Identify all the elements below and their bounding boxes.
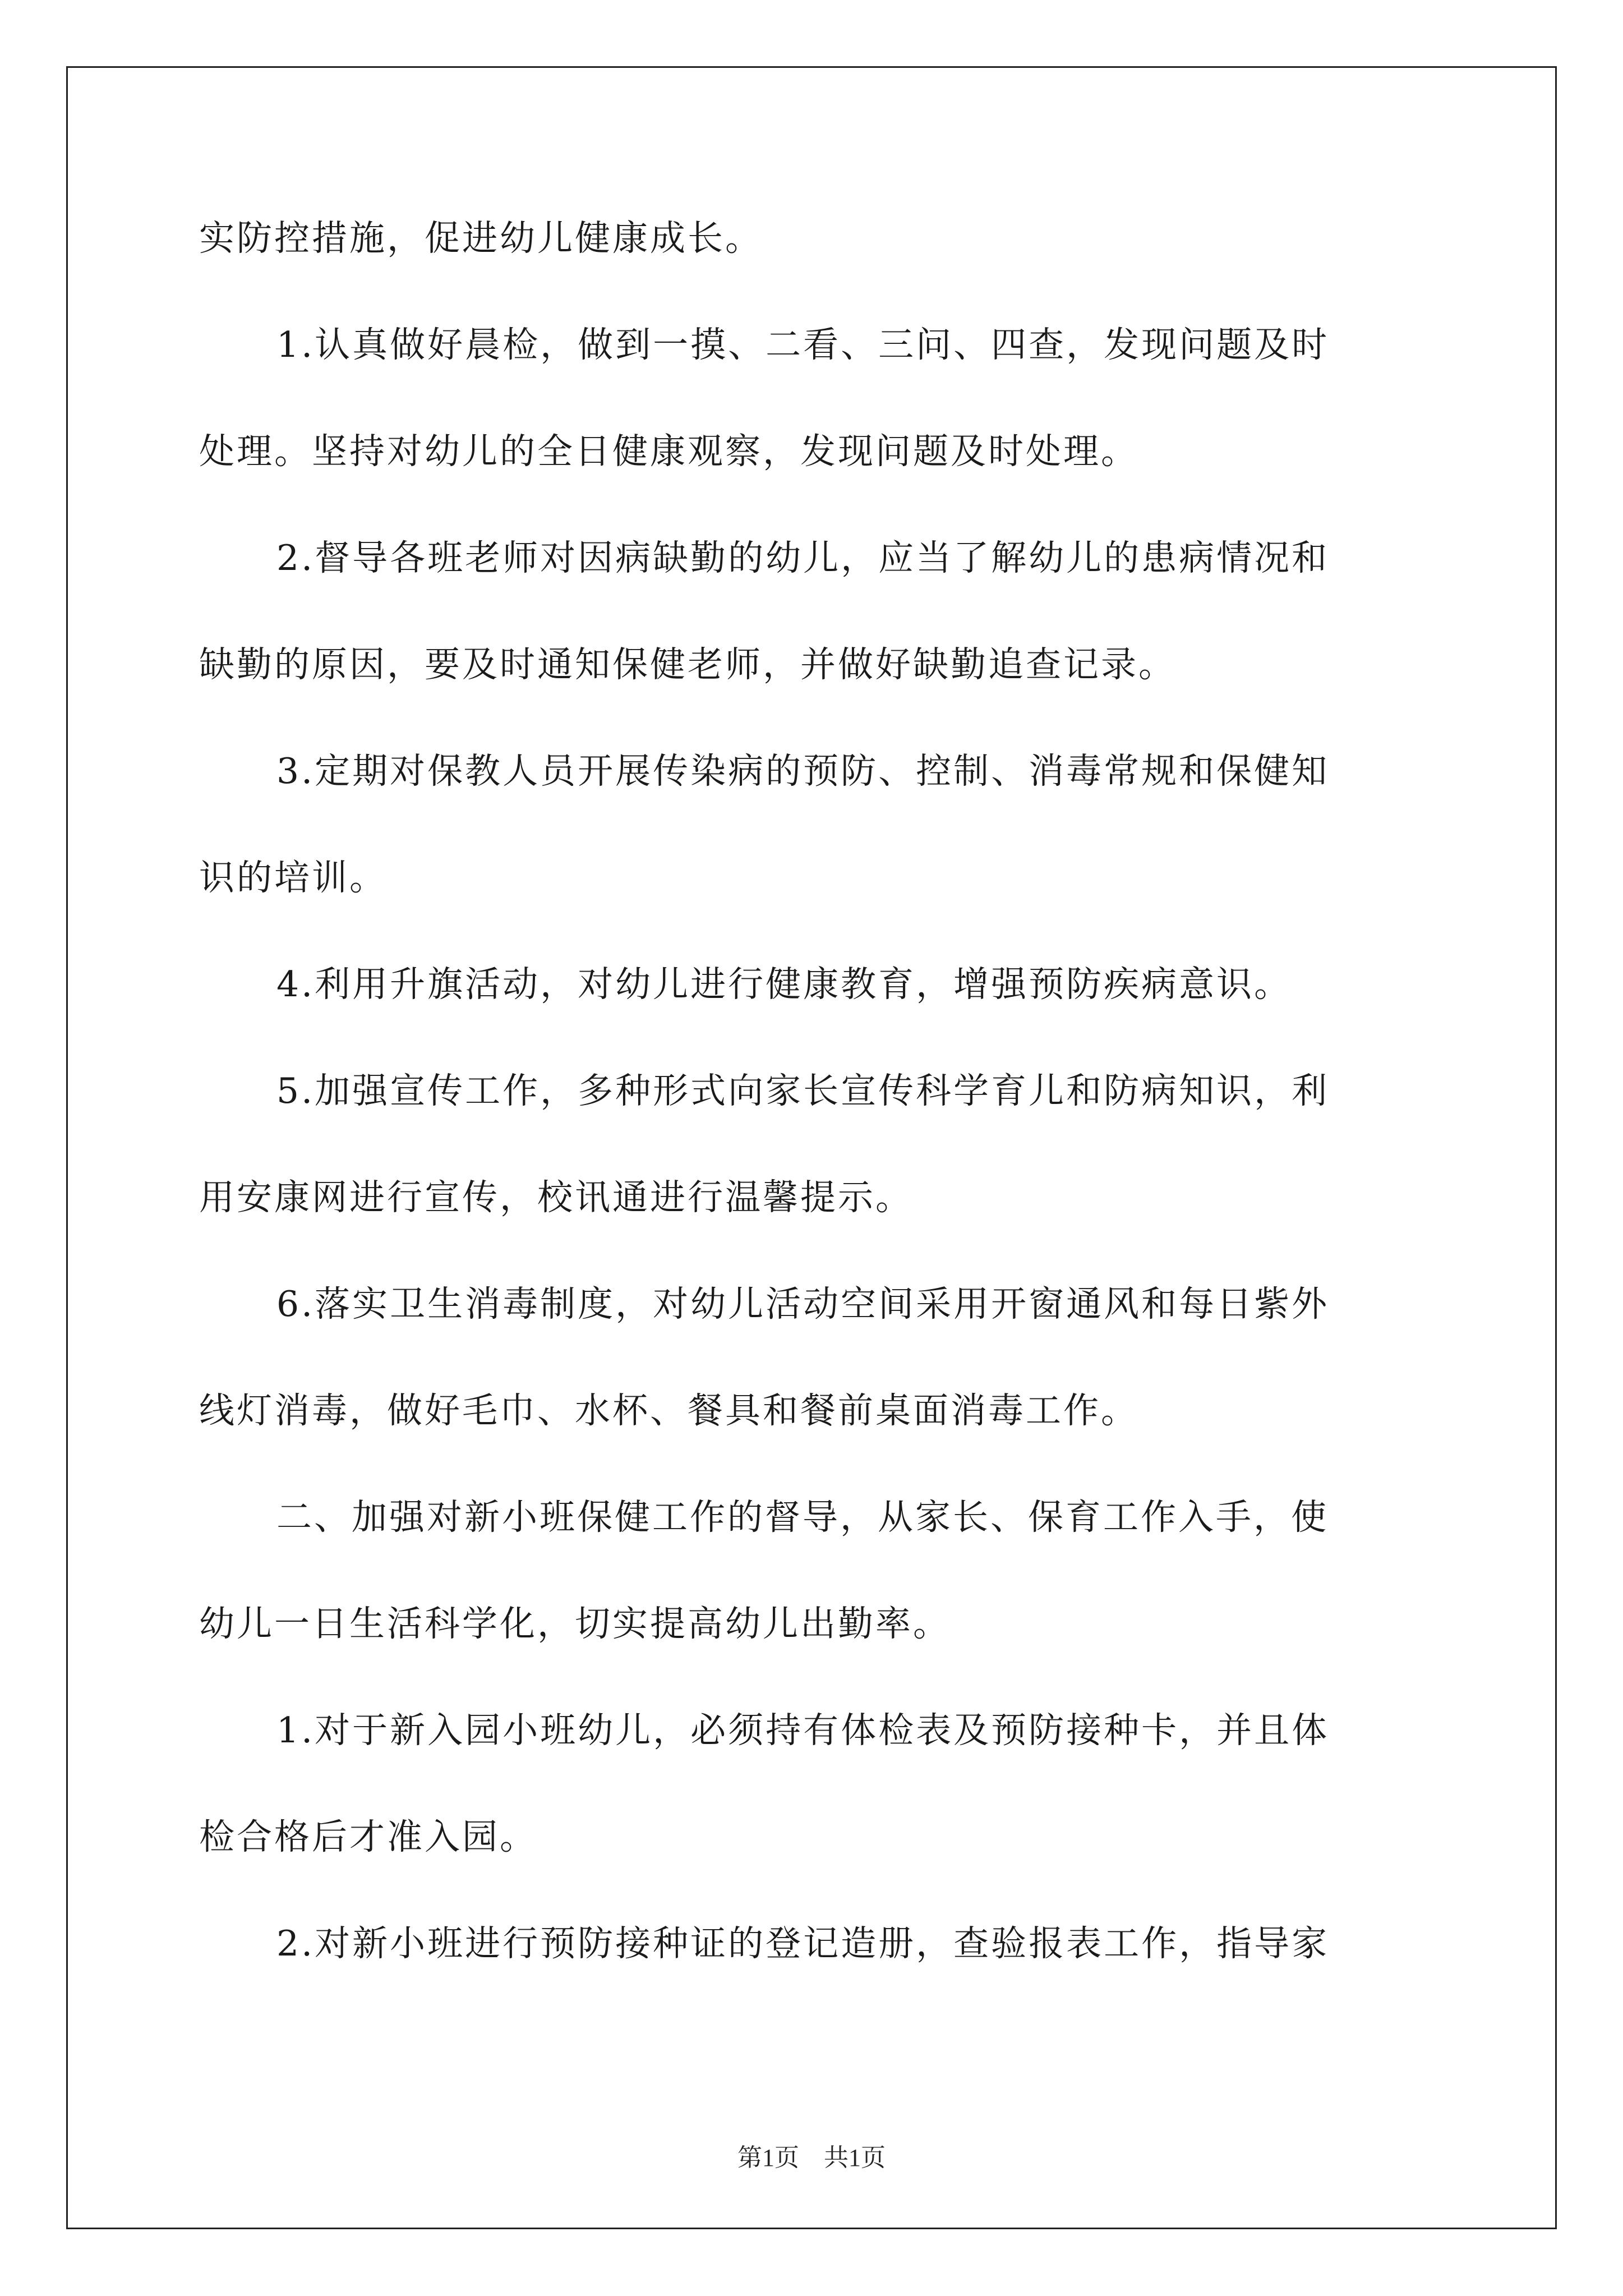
paragraph-line: 二、加强对新小班保健工作的督导，从家长、保育工作入手，使: [276, 1497, 1329, 1538]
paragraph-line: 1.认真做好晨检，做到一摸、二看、三问、四查，发现问题及时: [276, 324, 1330, 365]
paragraph-line: 2.对新小班进行预防接种证的登记造册，查验报表工作，指导家: [276, 1923, 1330, 1964]
paragraph-line: 检合格后才准入园。: [199, 1816, 537, 1857]
paragraph-line: 幼儿一日生活科学化，切实提高幼儿出勤率。: [199, 1603, 951, 1644]
paragraph-line: 6.落实卫生消毒制度，对幼儿活动空间采用开窗通风和每日紫外: [276, 1283, 1330, 1324]
paragraph-line: 1.对于新入园小班幼儿，必须持有体检表及预防接种卡，并且体: [276, 1710, 1330, 1751]
paragraph-line: 缺勤的原因，要及时通知保健老师，并做好缺勤追查记录。: [199, 644, 1176, 685]
paragraph-line: 识的培训。: [199, 857, 387, 898]
paragraph-line: 5.加强宣传工作，多种形式向家长宣传科学育儿和防病知识，利: [276, 1070, 1330, 1111]
paragraph-line: 线灯消毒，做好毛巾、水杯、餐具和餐前桌面消毒工作。: [199, 1390, 1138, 1431]
paragraph-line: 实防控措施，促进幼儿健康成长。: [199, 218, 763, 259]
page-footer: 第1页 共1页: [737, 2144, 886, 2171]
paragraph-line: 用安康网进行宣传，校讯通进行温馨提示。: [199, 1177, 913, 1218]
page-frame: [66, 66, 1557, 2229]
paragraph-line: 处理。坚持对幼儿的全日健康观察，发现问题及时处理。: [199, 431, 1138, 472]
paragraph-line: 4.利用升旗活动，对幼儿进行健康教育，增强预防疾病意识。: [276, 964, 1292, 1005]
paragraph-line: 2.督导各班老师对因病缺勤的幼儿，应当了解幼儿的患病情况和: [276, 537, 1330, 578]
paragraph-line: 3.定期对保教人员开展传染病的预防、控制、消毒常规和保健知: [276, 751, 1330, 792]
